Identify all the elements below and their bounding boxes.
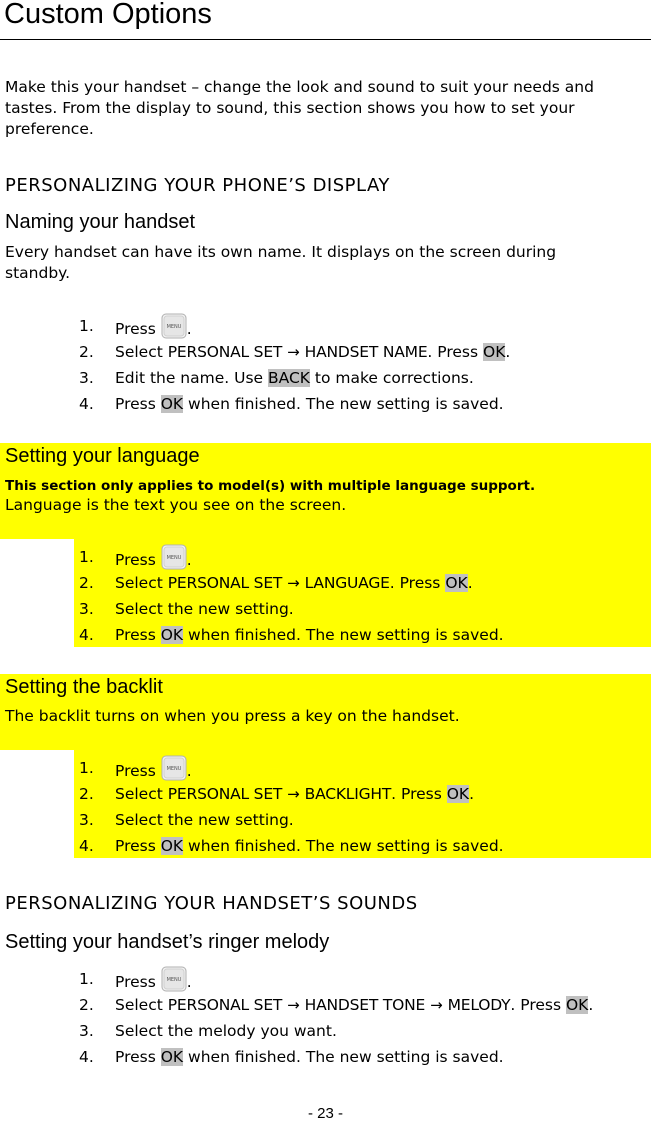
step-dot: .	[186, 320, 192, 338]
step-3	[74, 1018, 651, 1044]
step-number: 4.	[79, 626, 94, 644]
step-text: . Press	[427, 343, 479, 361]
step-number: 1.	[79, 970, 94, 988]
menu-key-icon	[161, 313, 187, 339]
ok-key-label: OK	[160, 837, 184, 855]
naming-body-1: Every handset can have its own name. It displays on the screen during	[5, 243, 557, 261]
step-number: 4.	[79, 1048, 94, 1066]
step-number: 4.	[79, 837, 94, 855]
ringer-steps	[74, 966, 651, 1070]
step-number: 2.	[79, 574, 94, 592]
step-text: to make corrections.	[314, 369, 474, 387]
menu-path: PERSONAL SET	[167, 996, 283, 1014]
language-title: Setting your language	[5, 445, 200, 467]
menu-path: PERSONAL SET	[167, 343, 283, 361]
step-number: 1.	[79, 548, 94, 566]
ok-key-label: OK	[446, 785, 470, 803]
step-number: 3.	[79, 1022, 94, 1040]
language-body: Language is the text you see on the screen.	[5, 496, 347, 514]
intro-line-3: preference.	[5, 120, 94, 138]
backlit-title: Setting the backlit	[5, 676, 163, 698]
ok-key-label: OK	[445, 574, 468, 592]
step-dot: .	[186, 973, 192, 991]
step-text: Press	[115, 762, 156, 780]
ok-key-label: OK	[160, 626, 184, 644]
naming-steps	[74, 313, 651, 417]
step-text: Select	[115, 574, 163, 592]
step-number: 1.	[79, 317, 94, 335]
step-text: Select the new setting.	[115, 600, 294, 618]
step-text: Select	[115, 996, 163, 1014]
page-title: Custom Options	[4, 0, 212, 30]
step-4	[74, 391, 651, 417]
step-4	[74, 833, 651, 859]
step-number: 3.	[79, 600, 94, 618]
display-section-heading: PERSONALIZING YOUR PHONE’S DISPLAY	[5, 175, 390, 196]
step-number: 1.	[79, 759, 94, 777]
step-number: 3.	[79, 369, 94, 387]
sounds-section-heading: PERSONALIZING YOUR HANDSET’S SOUNDS	[5, 893, 418, 914]
step-2	[74, 570, 651, 596]
arrow-icon: →	[287, 996, 300, 1014]
menu-key-icon	[161, 966, 187, 992]
step-text: Edit the name. Use	[115, 369, 264, 387]
step-text: Select	[115, 343, 163, 361]
menu-path: PERSONAL SET	[167, 785, 283, 803]
step-text: Press	[115, 626, 156, 644]
step-text: Select the melody you want.	[115, 1022, 337, 1040]
arrow-icon: →	[287, 574, 300, 592]
step-number: 2.	[79, 343, 94, 361]
title-rule	[0, 39, 651, 40]
step-text: . Press	[391, 785, 442, 803]
step-2	[74, 781, 651, 807]
step-1	[74, 966, 651, 992]
step-text: Press	[115, 1048, 156, 1066]
step-dot: .	[186, 762, 192, 780]
step-dot: .	[588, 996, 594, 1014]
intro-line-1: Make this your handset – change the look and sound to suit your needs and	[5, 78, 594, 96]
ok-key-label: OK	[483, 343, 506, 361]
step-1	[74, 755, 651, 781]
menu-key-icon	[161, 544, 187, 570]
arrow-icon: →	[287, 343, 300, 361]
step-number: 2.	[79, 996, 94, 1014]
step-3	[74, 596, 651, 622]
step-dot: .	[186, 551, 192, 569]
menu-path: MELODY	[447, 996, 511, 1014]
ok-key-label: OK	[160, 395, 184, 413]
step-number: 4.	[79, 395, 94, 413]
step-text: Press	[115, 320, 156, 338]
ringer-title: Setting your handset’s ringer melody	[5, 931, 330, 953]
menu-path: BACKLIGHT	[304, 785, 392, 803]
step-text: Press	[115, 395, 156, 413]
page-number: - 23 -	[307, 1105, 343, 1122]
naming-body-2: standby.	[5, 264, 71, 282]
menu-path: HANDSET TONE	[304, 996, 426, 1014]
svg-text:MENU: MENU	[166, 324, 182, 330]
svg-text:MENU: MENU	[166, 766, 182, 772]
step-dot: .	[505, 343, 511, 361]
step-1	[74, 313, 651, 339]
intro-line-2: tastes. From the display to sound, this section shows you how to set your	[5, 99, 575, 117]
language-note: This section only applies to model(s) with multiple language support.	[5, 478, 536, 494]
step-text: when finished. The new setting is saved.	[188, 626, 504, 644]
step-3	[74, 365, 651, 391]
language-steps	[74, 544, 651, 648]
step-3	[74, 807, 651, 833]
ok-key-label: OK	[160, 1048, 184, 1066]
svg-text:MENU: MENU	[166, 555, 182, 561]
step-text: when finished. The new setting is saved.	[188, 395, 504, 413]
step-text: Press	[115, 837, 156, 855]
step-dot: .	[467, 574, 473, 592]
step-text: when finished. The new setting is saved.	[188, 837, 504, 855]
arrow-icon: →	[430, 996, 443, 1014]
step-text: Select the new setting.	[115, 811, 294, 829]
step-text: Select	[115, 785, 163, 803]
step-2	[74, 339, 651, 365]
step-number: 3.	[79, 811, 94, 829]
step-4	[74, 1044, 651, 1070]
step-2	[74, 992, 651, 1018]
menu-path: HANDSET NAME	[304, 343, 428, 361]
step-number: 2.	[79, 785, 94, 803]
back-key-label: BACK	[268, 369, 310, 387]
backlit-steps	[74, 755, 651, 859]
menu-key-icon	[161, 755, 187, 781]
step-text: . Press	[510, 996, 562, 1014]
ok-key-label: OK	[565, 996, 589, 1014]
arrow-icon: →	[287, 785, 300, 803]
step-1	[74, 544, 651, 570]
menu-path: PERSONAL SET	[167, 574, 283, 592]
svg-text:MENU: MENU	[166, 977, 182, 983]
step-4	[74, 622, 651, 648]
naming-title: Naming your handset	[5, 211, 196, 233]
menu-path: LANGUAGE	[304, 574, 390, 592]
step-text: Press	[115, 973, 156, 991]
backlit-body: The backlit turns on when you press a key on the handset.	[5, 707, 460, 725]
step-text: Press	[115, 551, 156, 569]
step-dot: .	[469, 785, 475, 803]
step-text: when finished. The new setting is saved.	[188, 1048, 504, 1066]
step-text: . Press	[389, 574, 441, 592]
